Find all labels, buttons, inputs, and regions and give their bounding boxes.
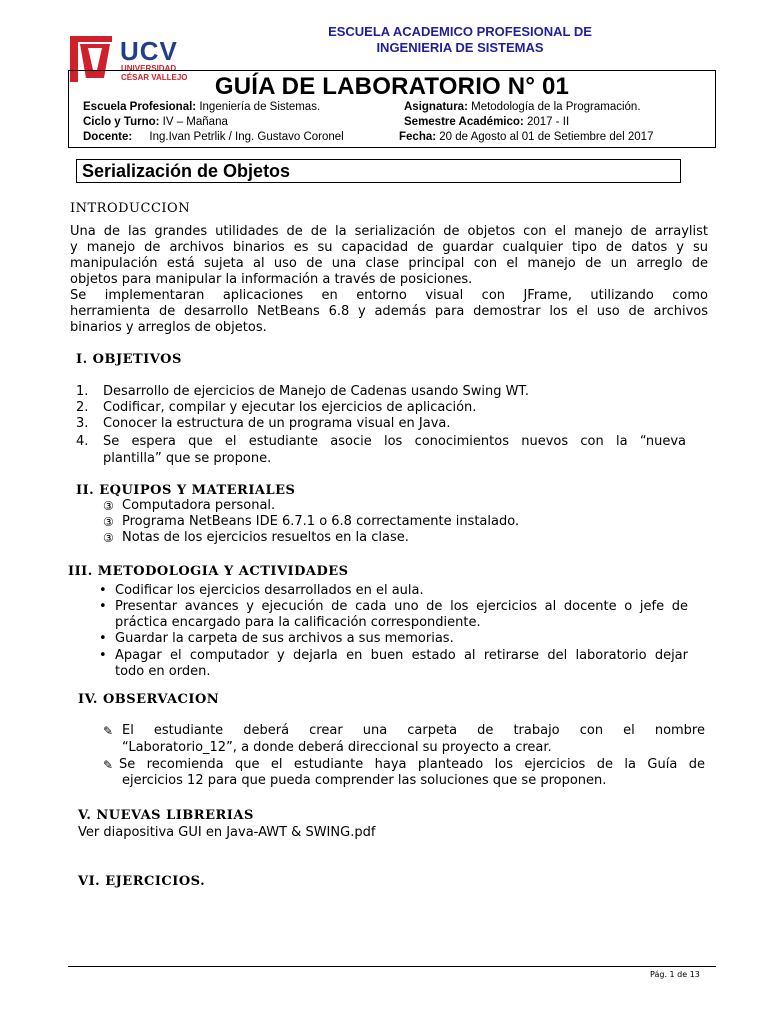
observacion-item: El estudiante deberá crear una carpeta de trabajo con el nombre <box>122 723 705 738</box>
equipos-item: Computadora personal. <box>122 498 276 513</box>
logo-line1: UNIVERSIDAD <box>121 64 177 73</box>
bullet-icon: • <box>99 599 107 614</box>
intro-paragraph-1 <box>70 224 708 288</box>
objetivos-heading: I. OBJETIVOS <box>76 352 182 367</box>
meta-ciclo-value: IV – Mañana <box>162 116 228 128</box>
pencil-icon: ✎ <box>103 724 114 738</box>
logo-mark-text: UCV <box>120 36 178 66</box>
intro-line: objetos para manipular la información a través de posiciones. <box>70 272 473 287</box>
meta-semestre <box>404 116 569 128</box>
metodologia-heading: III. METODOLOGIA Y ACTIVIDADES <box>68 564 349 579</box>
objetivos-item: Se espera que el estudiante asocie los conocimientos nuevos con la “nueva <box>103 434 686 449</box>
school-name-line2: INGENIERIA DE SISTEMAS <box>376 40 544 55</box>
meta-fecha <box>399 131 653 143</box>
observacion-item: Se recomienda que el estudiante haya planteado los ejercicios de la Guía de <box>119 757 705 772</box>
intro-line: manipulación está sujeta al uso de una clase principal con el manejo de un arreglo de <box>70 256 708 271</box>
intro-line: Se implementaran aplicaciones en entorno visual con JFrame, utilizando como <box>70 288 708 303</box>
equipos-heading: II. EQUIPOS Y MATERIALES <box>76 483 296 498</box>
meta-fecha-value: 20 de Agosto al 01 de Setiembre del 2017 <box>439 131 654 143</box>
subject-title: Serialización de Objetos <box>76 159 681 183</box>
objetivos-item: Desarrollo de ejercicios de Manejo de Cadenas usando Swing WT. <box>103 384 529 399</box>
meta-asignatura <box>404 101 641 113</box>
librerias-heading: V. NUEVAS LIBRERIAS <box>78 808 254 823</box>
meta-fecha-label: Fecha: <box>399 131 437 143</box>
objetivos-item: Conocer la estructura de un programa visual en Java. <box>103 416 451 431</box>
intro-line: Una de las grandes utilidades de de la serialización de objetos con el manejo de arraylist <box>70 224 708 239</box>
metodologia-item: Guardar la carpeta de sus archivos a sus memorias. <box>115 631 454 646</box>
bullet-icon: • <box>99 648 107 663</box>
meta-docente-label: Docente: <box>83 131 133 143</box>
header-box <box>68 70 716 148</box>
objetivos-num: 1. <box>76 384 89 399</box>
intro-line: y manejo de archivos binarios es su capacidad de guardar cualquier tipo de datos y su <box>70 240 708 255</box>
intro-line: herramienta de desarrollo NetBeans 6.8 y además para demostrar los el uso de archivos <box>70 304 708 319</box>
metodologia-item: Apagar el computador y dejarla en buen estado al retirarse del laboratorio dejar <box>115 648 688 663</box>
circled-number-icon: ③ <box>103 515 114 529</box>
meta-asignatura-value: Metodología de la Programación. <box>471 101 641 113</box>
meta-semestre-label: Semestre Académico: <box>404 116 524 128</box>
meta-semestre-value: 2017 - II <box>526 116 570 128</box>
librerias-text: Ver diapositiva GUI en Java-AWT & SWING.pdf <box>78 825 376 840</box>
meta-ciclo-label: Ciclo y Turno: <box>83 116 160 128</box>
meta-asignatura-label: Asignatura: <box>404 101 468 113</box>
meta-escuela-label: Escuela Profesional: <box>83 101 197 113</box>
meta-escuela-value: Ingeniería de Sistemas. <box>199 101 321 113</box>
meta-docente-value: Ing.Ivan Petrlik / Ing. Gustavo Coronel <box>149 131 344 143</box>
logo-line2: CÉSAR VALLEJO <box>121 73 188 82</box>
bullet-icon: • <box>99 583 107 598</box>
objetivos-num: 2. <box>76 400 89 415</box>
objetivos-num: 4. <box>76 434 89 449</box>
ejercicios-heading: VI. EJERCICIOS. <box>78 874 206 889</box>
metodologia-item: Presentar avances y ejecución de cada uno de los ejercicios al docente o jefe de <box>115 599 688 614</box>
bullet-icon: • <box>99 631 107 646</box>
pencil-icon: ✎ <box>103 758 114 772</box>
metodologia-item: Codificar los ejercicios desarrollados en el aula. <box>115 583 424 598</box>
intro-paragraph-2 <box>70 288 708 336</box>
footer-divider <box>68 966 716 967</box>
observacion-item: ejercicios 12 para que pueda comprender las soluciones que se proponen. <box>122 773 607 788</box>
observacion-heading: IV. OBSERVACION <box>78 692 220 707</box>
objetivos-item: plantilla” que se propone. <box>103 451 272 466</box>
meta-docente <box>83 131 344 143</box>
observacion-item: “Laboratorio_12”, a donde deberá direccional su proyecto a crear. <box>122 740 552 755</box>
meta-escuela <box>83 101 320 113</box>
equipos-item: Programa NetBeans IDE 6.7.1 o 6.8 correctamente instalado. <box>122 514 520 529</box>
page-title: GUÍA DE LABORATORIO N° 01 <box>214 73 570 100</box>
meta-ciclo <box>83 116 228 128</box>
equipos-item: Notas de los ejercicios resueltos en la clase. <box>122 530 409 545</box>
objetivos-num: 3. <box>76 416 89 431</box>
school-name-line1: ESCUELA ACADEMICO PROFESIONAL DE <box>328 24 592 39</box>
metodologia-item: práctica encargado para la calificación correspondiente. <box>115 615 481 630</box>
metodologia-item: todo en orden. <box>115 664 211 679</box>
circled-number-icon: ③ <box>103 499 114 513</box>
circled-number-icon: ③ <box>103 531 114 545</box>
intro-line: binarios y arreglos de objetos. <box>70 320 267 335</box>
intro-heading: INTRODUCCION <box>70 201 191 216</box>
page-number: Pág. 1 de 13 <box>650 970 700 979</box>
objetivos-item: Codificar, compilar y ejecutar los ejercicios de aplicación. <box>103 400 477 415</box>
